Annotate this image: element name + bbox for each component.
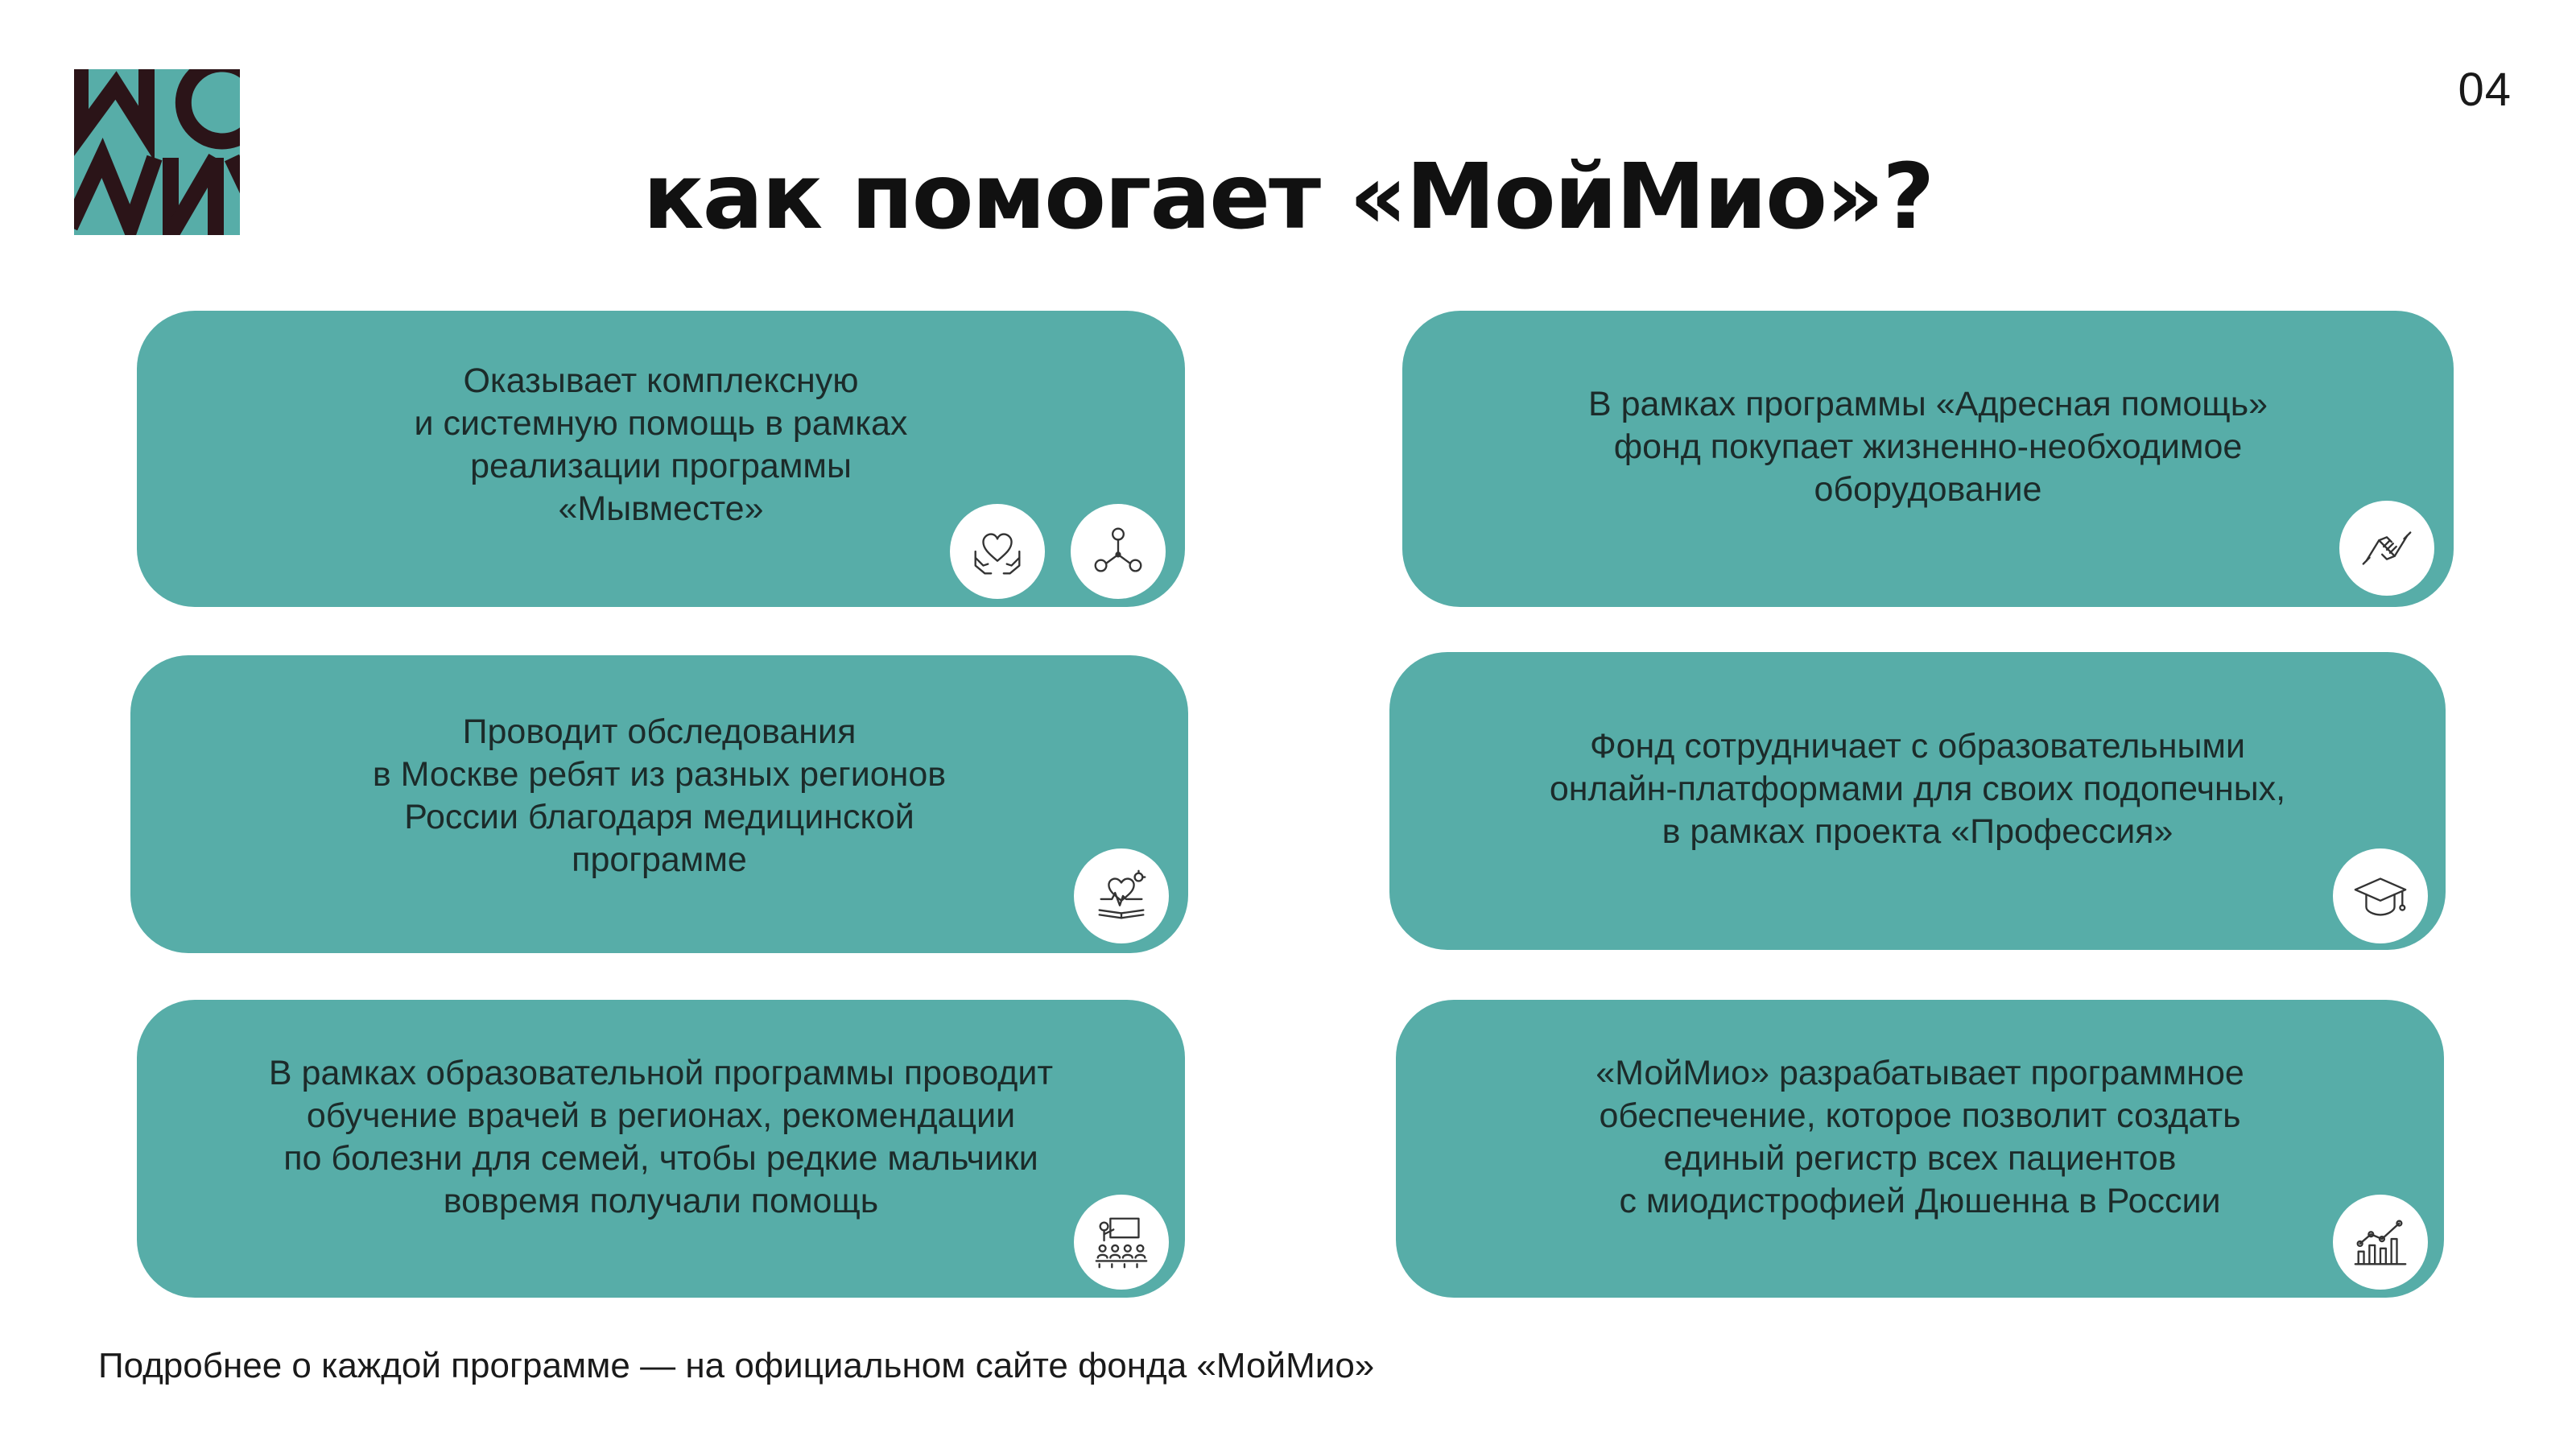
classroom-icon xyxy=(1090,1211,1153,1274)
program-card-education xyxy=(137,1000,1185,1298)
network-people-icon xyxy=(1087,520,1150,583)
heartbeat-book-icon xyxy=(1090,865,1153,927)
handshake-icon xyxy=(2355,517,2418,580)
program-card-registry xyxy=(1396,1000,2444,1298)
icon-badge xyxy=(2333,848,2428,943)
program-card-profession xyxy=(1389,652,2446,950)
page-number: 04 xyxy=(2458,64,2512,116)
page-title: как помогает «МойМио»? xyxy=(642,145,1934,250)
icon-badge xyxy=(1074,1195,1169,1290)
card-text: В рамках образовательной программы проводит обучение врачей в регионах, рекомендации по болезни для семей, чтобы редкие мальчики вовремя получали помощь xyxy=(268,1054,1054,1220)
card-text: Оказывает комплексную и системную помощь в рамках реализации программы «Мывместе» xyxy=(414,361,908,528)
hands-heart-icon xyxy=(966,520,1029,583)
icon-badge xyxy=(1074,848,1169,943)
program-card-medical xyxy=(130,655,1188,953)
card-text: Проводит обследования в Москве ребят из разных регионов России благодаря медицинской программе xyxy=(372,712,947,879)
graduation-cap-icon xyxy=(2349,865,2412,927)
growth-chart-icon xyxy=(2349,1211,2412,1274)
program-card-targeted-help xyxy=(1402,311,2454,607)
card-text: В рамках программы «Адресная помощь» фонд покупает жизненно-необходимое оборудование xyxy=(1587,384,2268,509)
card-text: Фонд сотрудничает с образовательными онлайн-платформами для своих подопечных, в рамках проекта «Профессия» xyxy=(1549,726,2286,851)
program-card-together xyxy=(137,311,1185,607)
icon-badge xyxy=(2333,1195,2428,1290)
card-text: «МойМио» разрабатывает программное обеспечение, которое позволит создать единый регистр всех пациентов с миодистрофией Дюшенна в России xyxy=(1596,1054,2244,1220)
icon-badge xyxy=(1071,504,1166,599)
icon-badge xyxy=(950,504,1045,599)
icon-badge xyxy=(2339,501,2434,596)
footer-note: Подробнее о каждой программе — на официальном сайте фонда «МойМио» xyxy=(98,1346,1375,1385)
